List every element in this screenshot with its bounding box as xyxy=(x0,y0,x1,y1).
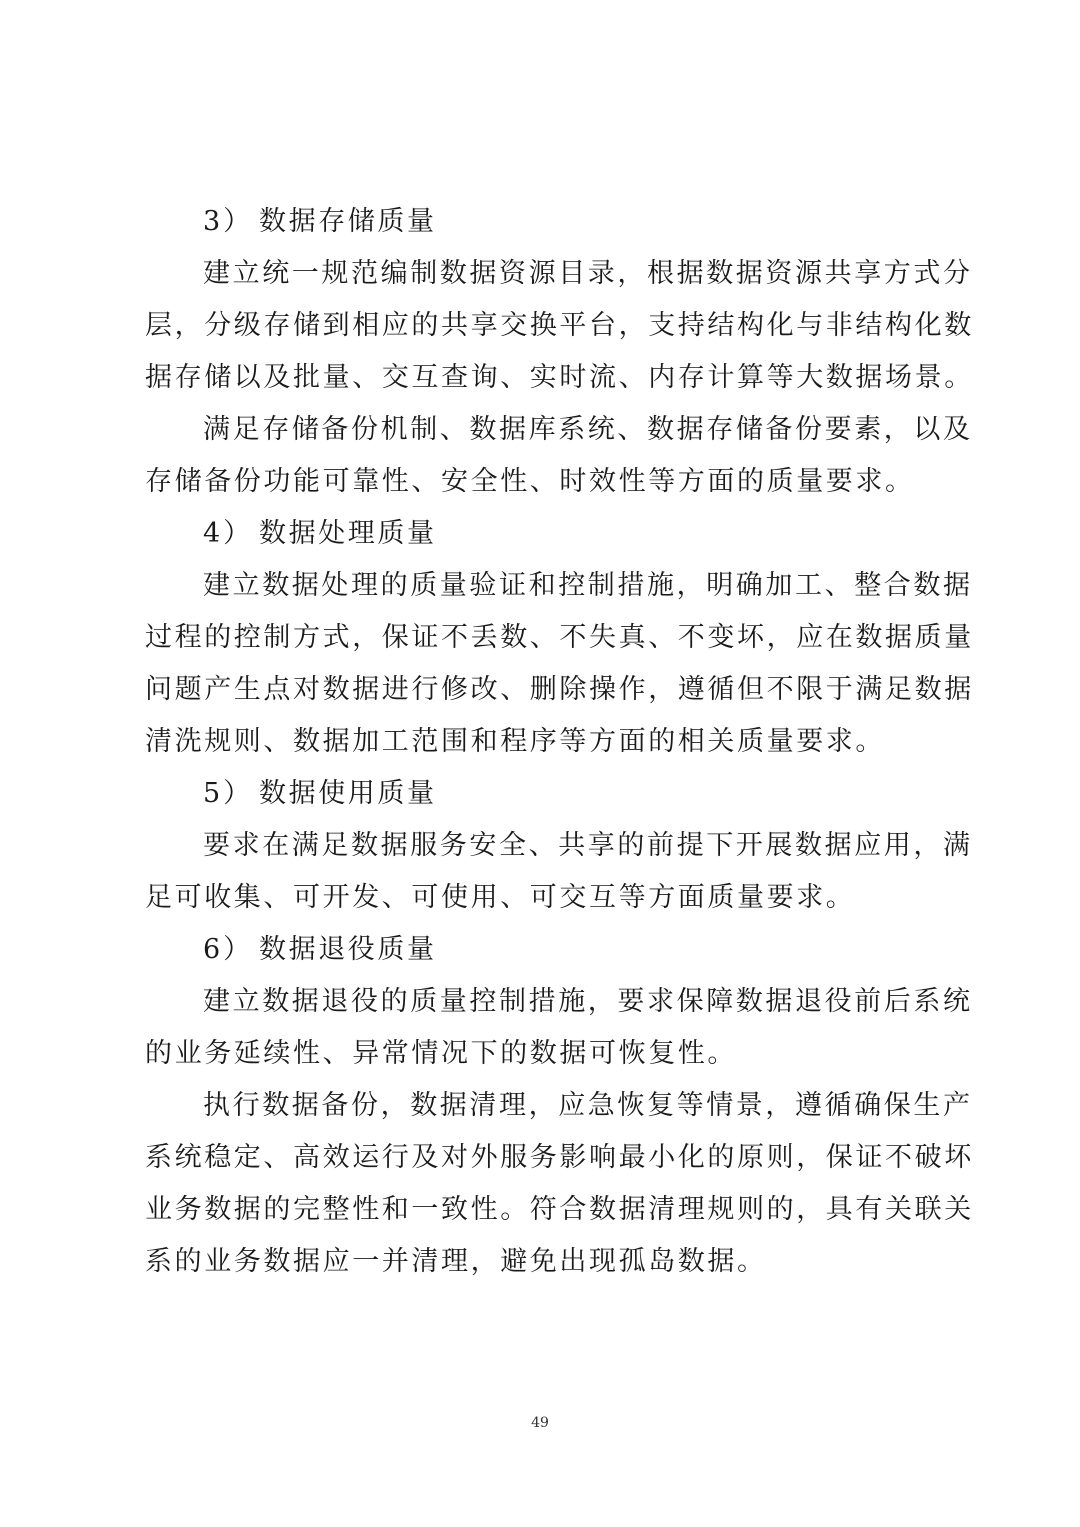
text-line: 层，分级存储到相应的共享交换平台，支持结构化与非结构化数 xyxy=(145,310,974,341)
text-line: 问题产生点对数据进行修改、删除操作，遵循但不限于满足数据 xyxy=(145,674,974,705)
section-title: 数据退役质量 xyxy=(259,934,437,965)
section-heading-4 xyxy=(145,508,945,560)
section-heading-3 xyxy=(145,196,945,248)
section-number: 4） xyxy=(203,518,254,549)
text-line: 要求在满足数据服务安全、共享的前提下开展数据应用，满 xyxy=(203,830,973,861)
paragraph xyxy=(145,820,973,924)
paragraph xyxy=(145,404,973,508)
text-line: 系统稳定、高效运行及对外服务影响最小化的原则，保证不破坏 xyxy=(145,1142,974,1173)
text-line: 业务数据的完整性和一致性。符合数据清理规则的，具有关联关 xyxy=(145,1194,974,1225)
section-number: 5） xyxy=(203,778,254,809)
text-line: 建立统一规范编制数据资源目录，根据数据资源共享方式分 xyxy=(203,258,973,289)
text-line: 系的业务数据应一并清理，避免出现孤岛数据。 xyxy=(145,1246,767,1277)
text-line: 存储备份功能可靠性、安全性、时效性等方面的质量要求。 xyxy=(145,466,915,497)
section-number: 6） xyxy=(203,934,254,965)
text-line: 过程的控制方式，保证不丢数、不失真、不变坏，应在数据质量 xyxy=(145,622,974,653)
text-line: 建立数据退役的质量控制措施，要求保障数据退役前后系统 xyxy=(203,986,973,1017)
section-title: 数据处理质量 xyxy=(259,518,437,549)
text-line: 足可收集、可开发、可使用、可交互等方面质量要求。 xyxy=(145,882,856,913)
section-heading-6 xyxy=(145,924,945,976)
page-content xyxy=(145,196,974,1288)
text-line: 建立数据处理的质量验证和控制措施，明确加工、整合数据 xyxy=(203,570,973,601)
text-line: 的业务延续性、异常情况下的数据可恢复性。 xyxy=(145,1038,737,1069)
section-heading-5 xyxy=(145,768,945,820)
paragraph xyxy=(145,1080,974,1288)
section-title: 数据存储质量 xyxy=(259,206,437,237)
paragraph xyxy=(145,248,974,404)
text-line: 据存储以及批量、交互查询、实时流、内存计算等大数据场景。 xyxy=(145,362,974,393)
section-title: 数据使用质量 xyxy=(259,778,437,809)
text-line: 清洗规则、数据加工范围和程序等方面的相关质量要求。 xyxy=(145,726,885,757)
paragraph xyxy=(145,560,974,768)
paragraph xyxy=(145,976,973,1080)
page-number: 49 xyxy=(531,1415,549,1431)
section-number: 3） xyxy=(203,206,254,237)
text-line: 满足存储备份机制、数据库系统、数据存储备份要素，以及 xyxy=(203,414,973,445)
text-line: 执行数据备份，数据清理，应急恢复等情景，遵循确保生产 xyxy=(203,1090,973,1121)
